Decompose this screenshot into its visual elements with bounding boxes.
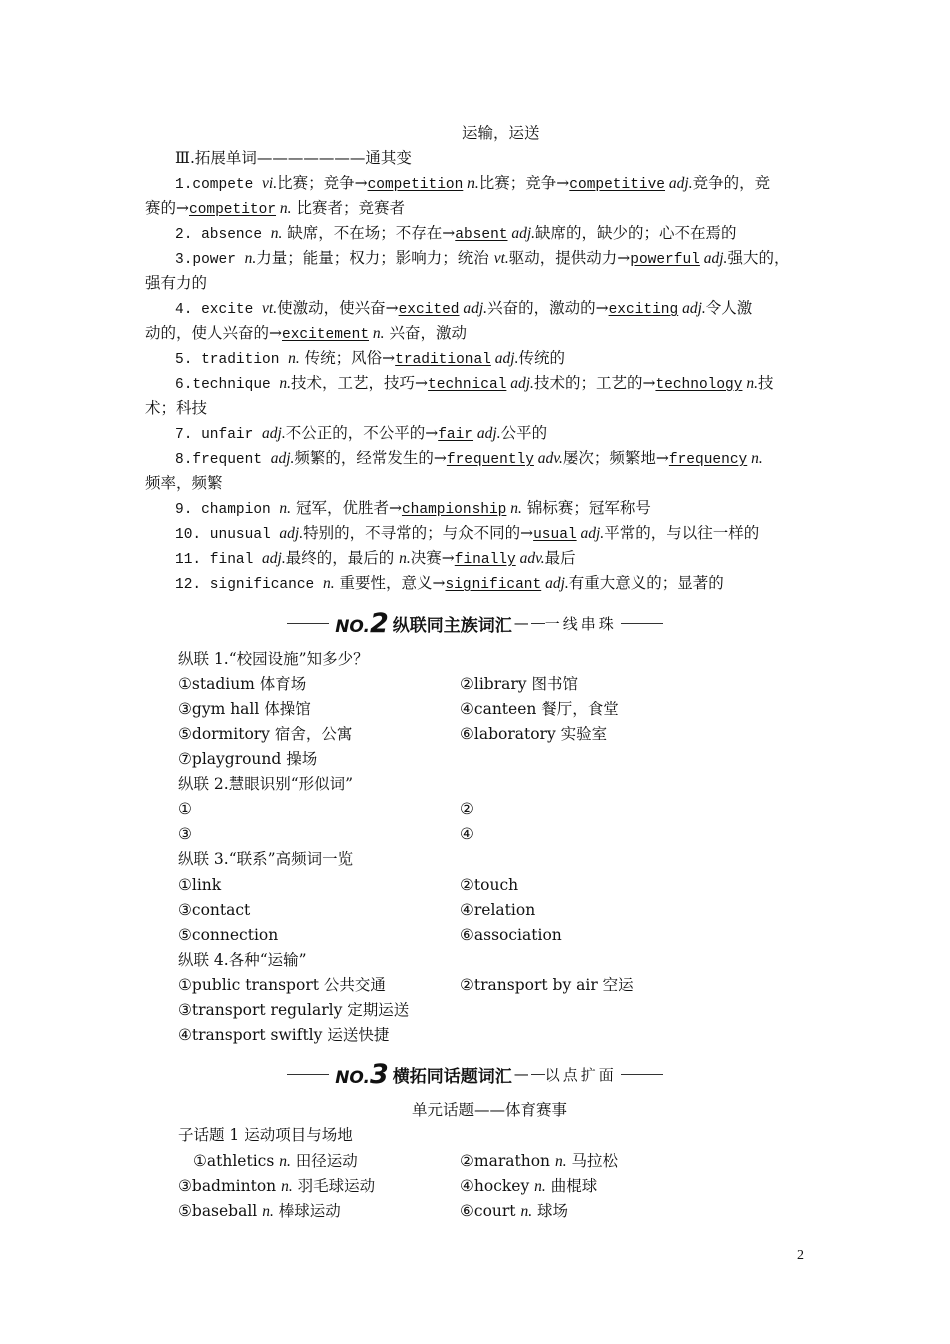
list-item: ③gym hall 体操馆 [178,700,311,718]
answer-word: absent [455,227,508,243]
word-entry-4: 4. excite vt.使激动，使兴奋→excited adj.兴奋的，激动的→exciting adj.令人激 [175,299,753,318]
list-item: ② [460,800,474,818]
banner-subtitle: 一线串珠 [544,614,617,633]
word-entry-1-cont: 赛的→competitor n. 比赛者；竞赛者 [145,199,405,218]
list-item: ③contact [178,901,251,919]
word-entry-5: 5. tradition n. 传统；风俗→traditional adj.传统的 [175,349,565,368]
answer-word: technology [655,377,743,393]
word-entry-4-cont: 动的，使人兴奋的→excitement n. 兴奋，激动 [145,324,467,343]
answer-word: excitement [282,327,370,343]
list-item: ②marathon n. 马拉松 [460,1152,618,1170]
word-entry-3: 3.power n.力量；能量；权力；影响力；统治 vt.驱动，提供动力→powerful adj.强大的， [175,249,790,268]
answer-word: competitor [189,202,277,218]
word-entry-1: 1.compete vi.比赛；竞争→competition n.比赛；竞争→competitive adj.竞争的，竞 [175,174,771,193]
banner-rule-right [621,623,663,624]
answer-word: championship [401,502,507,518]
list-item: ④relation [460,901,536,919]
word-entry-6-cont: 术；科技 [145,399,208,417]
list-item: ⑤baseball n. 棒球运动 [178,1202,341,1220]
answer-word: frequency [668,452,748,468]
subtopic-title: 子话题 1 运动项目与场地 [178,1126,353,1144]
section-heading: Ⅲ.拓展单词———————通其变 [175,149,412,167]
answer-word: excited [398,302,460,318]
list-item: ①link [178,876,222,894]
list-item: ⑤connection [178,926,279,944]
word-entry-8-cont: 频率，频繁 [145,474,223,492]
answer-word: finally [454,552,516,568]
banner-rule-right [621,1074,663,1075]
group-title-3: 纵联 3.“联系”高频词一览 [178,850,354,868]
list-item: ④canteen 餐厅，食堂 [460,700,619,718]
list-item: ⑤dormitory 宿舍，公寓 [178,725,353,743]
list-item: ④transport swiftly 运送快捷 [178,1026,390,1044]
banner-title: 纵联同主族词汇 [392,615,512,636]
answer-word: frequently [446,452,534,468]
banner-number: NO.2 [335,607,389,639]
word-entry-6: 6.technique n.技术，工艺，技巧→technical adj.技术的；工艺的→technology n.技 [175,374,774,393]
word-entry-8: 8.frequent adj.频繁的，经常发生的→frequently adv.屡次；频繁地→frequency n. [175,449,763,468]
word-entry-7: 7. unfair adj.不公正的，不公平的→fair adj.公平的 [175,424,548,443]
list-item: ① [178,800,192,818]
group-title-4: 纵联 4.各种“运输” [178,951,307,969]
word-entry-2: 2. absence n. 缺席，不在场；不存在→absent adj.缺席的，缺少的；心不在焉的 [175,224,737,243]
section-banner-no3: NO.3 横拓同话题词汇 — 以点扩面 [175,1059,775,1089]
word-entry-12: 12. significance n. 重要性，意义→significant adj.有重大意义的；显著的 [175,574,724,593]
word-entry-9: 9. champion n. 冠军，优胜者→championship n. 锦标赛；冠军称号 [175,499,651,518]
page-number: 2 [797,1248,804,1263]
word-entry-10: 10. unusual adj.特别的，不寻常的；与众不同的→usual adj.平常的，与以往一样的 [175,524,760,543]
list-item: ⑥laboratory 实验室 [460,725,608,743]
list-item: ③transport regularly 定期运送 [178,1001,410,1019]
list-item: ③badminton n. 羽毛球运动 [178,1177,376,1195]
list-item: ⑦playground 操场 [178,750,318,768]
list-item: ①public transport 公共交通 [178,976,386,994]
banner-rule-left [287,623,329,624]
banner-title: 横拓同话题词汇 [392,1066,512,1087]
answer-word: competitive [569,177,666,193]
answer-word: usual [533,527,577,543]
banner-rule-left [287,1074,329,1075]
section-banner-no2: NO.2 纵联同主族词汇 — 一线串珠 [175,608,775,638]
list-item: ②touch [460,876,519,894]
group-title-2: 纵联 2.慧眼识别“形似词” [178,775,354,793]
answer-word: significant [445,577,542,593]
list-item: ⑥association [460,926,562,944]
list-item: ②transport by air 空运 [460,976,634,994]
word-entry-11: 11. final adj.最终的，最后的 n.决赛→finally adv.最后 [175,549,576,568]
answer-word: traditional [395,352,491,368]
answer-word: technical [428,377,507,393]
list-item: ⑥court n. 球场 [460,1202,569,1220]
top-line: 运输，运送 [462,124,540,142]
word-entry-3-cont: 强有力的 [145,274,208,292]
banner-number: NO.3 [335,1058,389,1090]
list-item: ②library 图书馆 [460,675,578,693]
banner-subtitle: 以点扩面 [544,1065,617,1084]
answer-word: powerful [630,252,700,268]
answer-word: fair [438,427,474,443]
list-item: ①athletics n. 田径运动 [193,1152,358,1170]
list-item: ④ [460,825,474,843]
list-item: ③ [178,825,192,843]
answer-word: exciting [608,302,679,318]
list-item: ①stadium 体育场 [178,675,307,693]
answer-word: competition [367,177,464,193]
list-item: ④hockey n. 曲棍球 [460,1177,598,1195]
topic-title: 单元话题——体育赛事 [412,1101,568,1119]
group-title-1: 纵联 1.“校园设施”知多少？ [178,650,369,668]
